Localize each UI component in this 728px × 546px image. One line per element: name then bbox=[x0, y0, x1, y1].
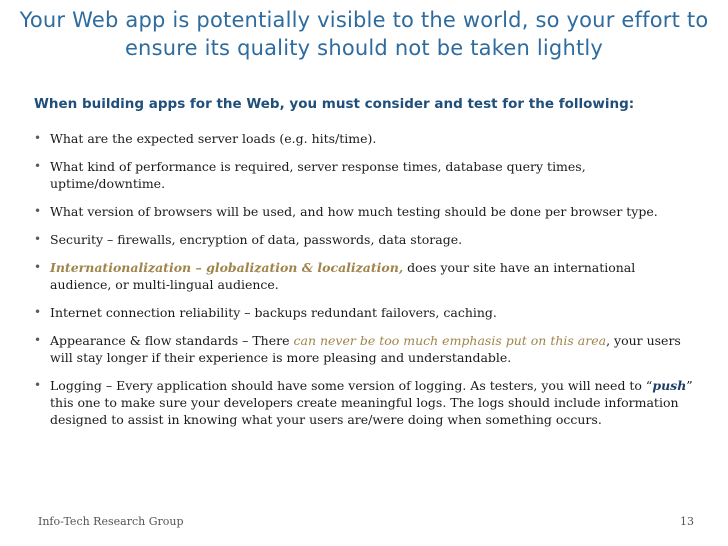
bullet-text-cont: designed to assist in knowing what your users are/were doing when something occurs. bbox=[50, 412, 602, 427]
bullet-text-cont: this one to make sure your developers create meaningful logs. The logs should include information bbox=[50, 395, 679, 410]
bullet-icon: • bbox=[34, 333, 42, 347]
bullet-emphasis: can never be too much emphasis put on this area bbox=[293, 333, 607, 348]
bullet-text-cont: audience, or multi-lingual audience. bbox=[50, 277, 279, 292]
bullet-list bbox=[34, 130, 706, 439]
bullet-text: What version of browsers will be used, and how much testing should be done per browser type. bbox=[50, 204, 658, 219]
bullet-text: does your site have an international bbox=[403, 260, 636, 275]
bullet-internationalization bbox=[34, 259, 706, 293]
bullet-text: Internet connection reliability – backups redundant failovers, caching. bbox=[50, 305, 497, 320]
bullet-performance bbox=[34, 158, 706, 192]
bullet-connection-reliability bbox=[34, 304, 706, 321]
bullet-text: Security – firewalls, encryption of data, passwords, data storage. bbox=[50, 232, 463, 247]
bullet-text-cont: will stay longer if their experience is more pleasing and understandable. bbox=[50, 350, 512, 365]
bullet-text: What kind of performance is required, server response times, database query times, bbox=[50, 159, 586, 174]
bullet-server-loads bbox=[34, 130, 706, 147]
bullet-security bbox=[34, 231, 706, 248]
bullet-icon: • bbox=[34, 378, 42, 392]
bullet-text-post: ” bbox=[686, 378, 693, 393]
bullet-icon: • bbox=[34, 232, 42, 246]
bullet-emphasis: Internationalization – globalization & localization, bbox=[50, 260, 404, 275]
bullet-icon: • bbox=[34, 305, 42, 319]
bullet-text: Appearance & flow standards – There bbox=[50, 333, 294, 348]
slide-title-line1: Your Web app is potentially visible to the world, so your effort to bbox=[19, 8, 709, 32]
page-number: 13 bbox=[680, 515, 694, 528]
bullet-text: Logging – Every application should have some version of logging. As testers, you will need to “ bbox=[50, 378, 653, 393]
bullet-icon: • bbox=[34, 260, 42, 274]
footer-org: Info-Tech Research Group bbox=[38, 515, 184, 528]
bullet-text-cont: uptime/downtime. bbox=[50, 176, 166, 191]
slide-title bbox=[0, 6, 728, 62]
bullet-browsers bbox=[34, 203, 706, 220]
bullet-appearance-flow bbox=[34, 332, 706, 366]
bullet-icon: • bbox=[34, 159, 42, 173]
section-heading: When building apps for the Web, you must consider and test for the following: bbox=[34, 96, 635, 112]
bullet-icon: • bbox=[34, 204, 42, 218]
slide-title-line2: ensure its quality should not be taken lightly bbox=[124, 36, 604, 60]
bullet-text-post: , your users bbox=[606, 333, 681, 348]
bullet-icon: • bbox=[34, 131, 42, 145]
bullet-logging bbox=[34, 377, 706, 428]
bullet-text: What are the expected server loads (e.g. hits/time). bbox=[50, 131, 377, 146]
bullet-emphasis: push bbox=[652, 378, 687, 393]
